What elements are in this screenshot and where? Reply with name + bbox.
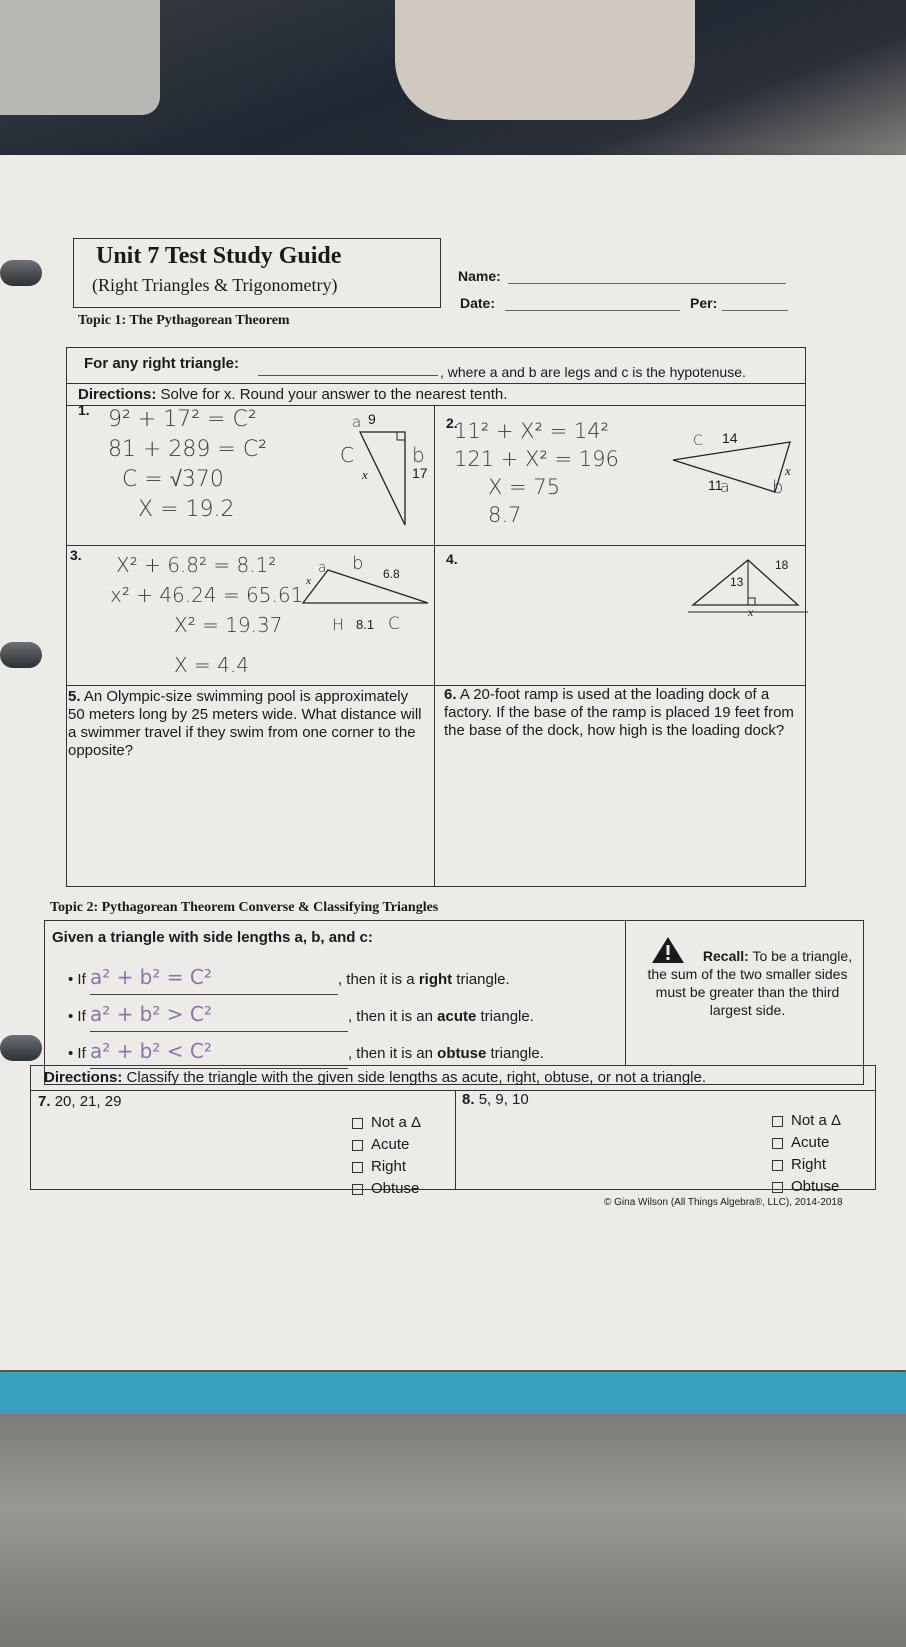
topic2-title: Topic 2: Pythagorean Theorem Converse & Classifying Triangles: [50, 900, 439, 915]
divider: [30, 1090, 876, 1091]
classification-rules: [68, 960, 628, 1071]
checkbox[interactable]: [772, 1160, 783, 1171]
work-line: X² + 6.8² = 8.1²: [116, 553, 277, 577]
option-label: Acute: [371, 1136, 410, 1153]
label: 18: [775, 558, 789, 572]
option-obtuse[interactable]: [352, 1178, 421, 1200]
rule-answer[interactable]: a² + b² > C²: [90, 997, 348, 1032]
label: b: [772, 477, 784, 498]
work-line: 9² + 17² = C²: [108, 407, 257, 432]
label: a: [352, 413, 362, 431]
work-line: 8.7: [488, 503, 522, 527]
page-title: Unit 7 Test Study Guide: [96, 243, 342, 269]
problem-2-work: [454, 417, 619, 529]
work-line: 11² + X² = 14²: [454, 419, 609, 443]
background-object: [0, 0, 160, 115]
rule-kind: obtuse: [437, 1045, 487, 1062]
problem-6-text: A 20-foot ramp is used at the loading dock of a factory. If the base of the ramp is placed 19 feet from the base of the dock, how high is the loading dock?: [444, 686, 794, 739]
rule-blank[interactable]: [258, 375, 438, 376]
rule-if: If: [77, 971, 86, 988]
problem-8: [462, 1091, 529, 1108]
option-not-triangle[interactable]: [352, 1112, 421, 1134]
checkbox[interactable]: [772, 1182, 783, 1193]
checkbox[interactable]: [772, 1138, 783, 1149]
checkbox[interactable]: [352, 1118, 363, 1129]
label: C: [693, 433, 703, 449]
rule-end: triangle.: [476, 1008, 534, 1025]
binder-ring: [0, 260, 42, 286]
divider: [455, 1090, 456, 1190]
rule-suffix: , where a and b are legs and c is the hypotenuse.: [440, 364, 746, 380]
problem-3-number: 3.: [70, 547, 82, 563]
problem-1-number: 1.: [78, 402, 90, 418]
option-label: Right: [791, 1156, 827, 1173]
work-line: X = 75: [488, 475, 561, 499]
copyright: © Gina Wilson (All Things Algebra®, LLC), 2014-2018: [604, 1197, 843, 1208]
rule-kind: right: [418, 971, 453, 988]
recall-label: Recall:: [702, 948, 749, 964]
date-field-line[interactable]: [505, 310, 680, 311]
period-label: Per:: [690, 295, 718, 311]
option-label: Obtuse: [371, 1180, 420, 1197]
background-object: [395, 0, 695, 120]
rule-prefix: For any right triangle:: [84, 355, 240, 372]
given-heading: Given a triangle with side lengths a, b, and c:: [52, 929, 373, 946]
divider: [434, 405, 435, 887]
label: a: [318, 560, 327, 576]
option-acute[interactable]: [772, 1132, 841, 1154]
option-label: Obtuse: [791, 1178, 840, 1195]
rule-if: If: [77, 1045, 86, 1062]
work-line: C = √370: [122, 467, 224, 492]
period-field-line[interactable]: [722, 310, 788, 311]
checkbox[interactable]: [772, 1116, 783, 1127]
label: 8.1: [356, 617, 375, 632]
work-line: 121 + X² = 196: [454, 447, 619, 471]
checkbox[interactable]: [352, 1184, 363, 1195]
directions-label: Directions:: [44, 1069, 123, 1086]
option-obtuse[interactable]: [772, 1176, 841, 1198]
label: 17: [412, 465, 428, 481]
problem-6: [444, 686, 804, 740]
label: a: [720, 477, 730, 496]
work-line: 81 + 289 = C²: [108, 437, 268, 462]
rule-answer[interactable]: a² + b² < C²: [90, 1034, 348, 1069]
problem-7: [38, 1093, 121, 1110]
divider: [66, 545, 806, 546]
option-right[interactable]: [772, 1154, 841, 1176]
work-line: X = 19.2: [138, 497, 235, 522]
rule-then: , then it is an: [347, 1008, 438, 1025]
rule-end: triangle.: [486, 1045, 544, 1062]
option-not-triangle[interactable]: [772, 1110, 841, 1132]
rule-then: , then it is an: [347, 1045, 438, 1062]
checkbox[interactable]: [352, 1162, 363, 1173]
problem-8-sides: 5, 9, 10: [478, 1091, 529, 1108]
option-label: Not a Δ: [791, 1112, 842, 1129]
label: x: [306, 575, 311, 587]
date-label: Date:: [460, 295, 496, 311]
work-line: x² + 46.24 = 65.61: [110, 583, 304, 607]
rule-answer[interactable]: a² + b² = C²: [90, 960, 338, 995]
page-subtitle: (Right Triangles & Trigonometry): [92, 275, 338, 295]
name-label: Name:: [458, 268, 501, 284]
directions-text: Solve for x. Round your answer to the nearest tenth.: [160, 386, 508, 403]
rule-then: , then it is a: [337, 971, 419, 988]
divider: [66, 383, 806, 384]
rule-obtuse: • If a² + b² < C² , then it is an obtuse triangle.: [68, 1034, 628, 1071]
topic1-title: Topic 1: The Pythagorean Theorem: [78, 313, 290, 328]
problem-7-options: [352, 1112, 421, 1200]
directions: [78, 386, 507, 403]
option-acute[interactable]: [352, 1134, 421, 1156]
label: x: [362, 467, 368, 482]
option-label: Right: [371, 1158, 407, 1175]
rule-acute: • If a² + b² > C² , then it is an acute triangle.: [68, 997, 628, 1034]
recall-text: To be a triangle, the sum of the two smaller sides must be greater than the third largest side.: [647, 948, 853, 1018]
label: 13: [730, 575, 744, 589]
rule-end: triangle.: [452, 971, 510, 988]
checkbox[interactable]: [352, 1140, 363, 1151]
problem-1-work: [108, 405, 267, 525]
problem-7-sides: 20, 21, 29: [54, 1093, 122, 1110]
problem-5-text: An Olympic-size swimming pool is approximately 50 meters long by 25 meters wide. What distance will a swimmer travel if they swim from one corner to the opposite?: [68, 688, 422, 759]
binder-ring: [0, 642, 42, 668]
work-line: X² = 19.37: [174, 613, 283, 637]
problem-7-number: 7.: [38, 1093, 51, 1110]
label: b: [412, 443, 425, 467]
option-label: Acute: [791, 1134, 830, 1151]
directions-label: Directions:: [78, 386, 157, 403]
problem-8-options: [772, 1110, 841, 1198]
problem-6-number: 6.: [444, 686, 457, 703]
label: 6.8: [383, 567, 400, 581]
label: x: [785, 463, 791, 478]
rule-kind: acute: [437, 1008, 477, 1025]
problem-4-number: 4.: [446, 551, 458, 567]
folder-edge: [0, 1372, 906, 1414]
option-label: Not a Δ: [371, 1114, 422, 1131]
directions-text: Classify the triangle with the given side lengths as acute, right, obtuse, or not a triangle.: [126, 1069, 707, 1086]
recall-note: [635, 947, 860, 1019]
label: x: [748, 605, 754, 619]
name-field-line[interactable]: [508, 283, 786, 284]
problem-3-work: [110, 550, 304, 680]
problem-2-number: 2.: [446, 415, 458, 431]
rule-right: • If a² + b² = C² , then it is a right triangle.: [68, 960, 628, 997]
label: 11: [708, 477, 723, 493]
label: 9: [368, 411, 376, 427]
label: H: [332, 615, 345, 634]
option-right[interactable]: [352, 1156, 421, 1178]
label: 14: [722, 430, 738, 446]
topic2-directions: [44, 1069, 706, 1086]
work-line: X = 4.4: [174, 653, 249, 677]
binder-ring: [0, 1035, 42, 1061]
problem-5: [68, 688, 428, 760]
worksheet-page: [0, 155, 906, 1370]
rule-if: If: [77, 1008, 86, 1025]
label: C: [388, 614, 400, 634]
label: C: [340, 443, 354, 467]
problem-5-number: 5.: [68, 688, 81, 705]
label: b: [352, 553, 364, 574]
problem-8-number: 8.: [462, 1091, 475, 1108]
